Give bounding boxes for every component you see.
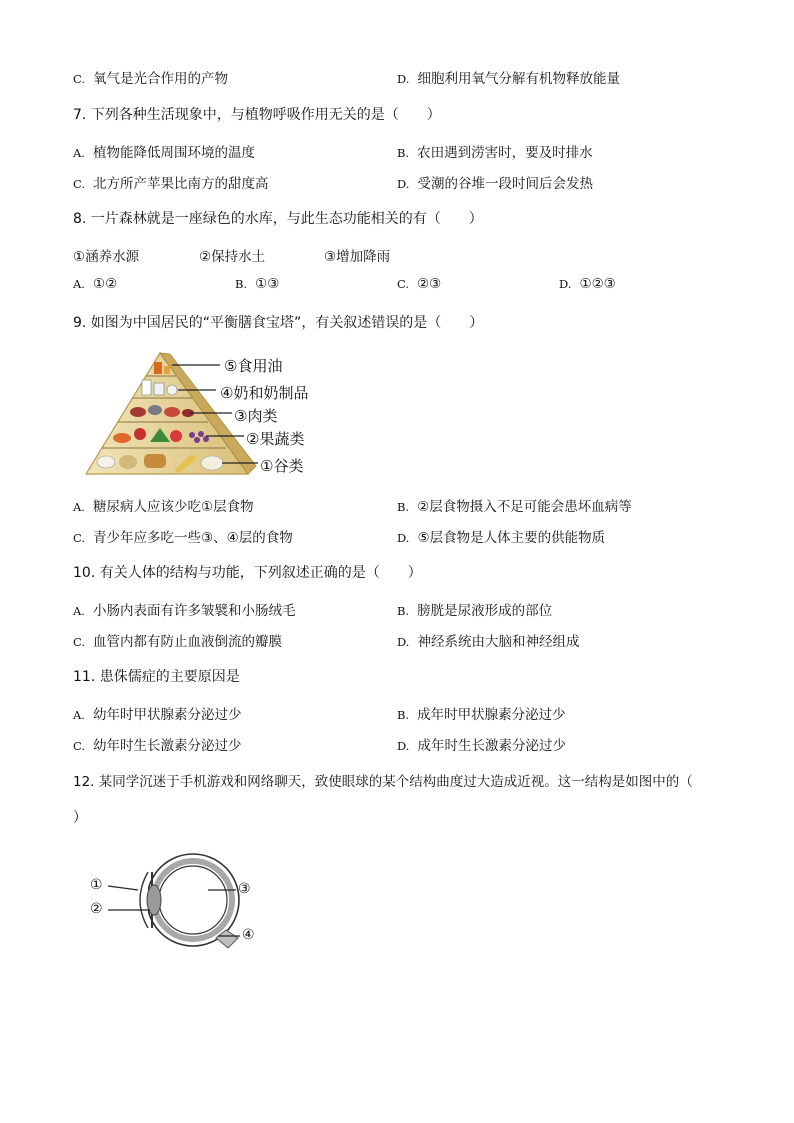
q12-stem-end: ） (73, 810, 87, 826)
q11-option-a: A. 幼年时甲状腺素分泌过少 (73, 707, 242, 723)
eye-label-2: ② (90, 901, 103, 917)
q8-option-b: B. ①③ (235, 276, 280, 292)
q6-option-c: C. 氧气是光合作用的产物 (73, 71, 229, 87)
pyramid-label-dairy: ④奶和奶制品 (220, 384, 309, 402)
eyeball-figure (88, 850, 268, 950)
q8-option-d: D. ①②③ (559, 276, 616, 292)
eyeball-illustration (88, 850, 268, 950)
q6-option-d: D. 细胞利用氧气分解有机物释放能量 (397, 71, 620, 87)
q9-stem: 9. 如图为中国居民的“平衡膳食宝塔”，有关叙述错误的是（ ） (73, 315, 484, 331)
q7-option-c: C. 北方所产苹果比南方的甜度高 (73, 176, 269, 192)
food-pyramid-figure (80, 350, 340, 480)
q9-option-d: D. ⑤层食物是人体主要的供能物质 (397, 530, 606, 546)
q8-option-c: C. ②③ (397, 276, 442, 292)
pyramid-label-oil: ⑤食用油 (224, 357, 283, 375)
eye-label-4: ④ (242, 927, 255, 943)
eye-label-3: ③ (238, 881, 251, 897)
q11-option-c: C. 幼年时生长激素分泌过少 (73, 738, 242, 754)
q7-stem: 7. 下列各种生活现象中，与植物呼吸作用无关的是（ ） (73, 107, 441, 123)
q11-option-d: D. 成年时生长激素分泌过少 (397, 738, 566, 754)
q7-option-d: D. 受潮的谷堆一段时间后会发热 (397, 176, 593, 192)
q9-option-a: A. 糖尿病人应该少吃①层食物 (73, 499, 254, 515)
q7-option-b: B. 农田遇到涝害时，要及时排水 (397, 145, 593, 161)
q11-option-b: B. 成年时甲状腺素分泌过少 (397, 707, 566, 723)
q10-stem: 10. 有关人体的结构与功能，下列叙述正确的是（ ） (73, 565, 422, 581)
q10-option-c: C. 血管内都有防止血液倒流的瓣膜 (73, 634, 283, 650)
q10-option-b: B. 膀胱是尿液形成的部位 (397, 603, 553, 619)
q9-option-c: C. 青少年应多吃一些③、④层的食物 (73, 530, 293, 546)
pyramid-label-fruit-veg: ②果蔬类 (246, 430, 305, 448)
q10-option-d: D. 神经系统由大脑和神经组成 (397, 634, 580, 650)
q12-stem: 12. 某同学沉迷于手机游戏和网络聊天，致使眼球的某个结构曲度过大造成近视。这一结构是如图中的（ (73, 774, 693, 790)
q7-option-a: A. 植物能降低周围环境的温度 (73, 145, 255, 161)
q8-stem: 8. 一片森林就是一座绿色的水库，与此生态功能相关的有（ ） (73, 211, 483, 227)
q8-item-3: ③增加降雨 (324, 249, 391, 265)
q10-option-a: A. 小肠内表面有许多皱襞和小肠绒毛 (73, 603, 296, 619)
q11-stem: 11. 患侏儒症的主要原因是 (73, 669, 240, 685)
q8-option-a: A. ①② (73, 276, 118, 292)
eye-label-1: ① (90, 877, 103, 893)
pyramid-label-grains: ①谷类 (260, 457, 304, 475)
q8-item-2: ②保持水土 (199, 249, 266, 265)
pyramid-label-meat: ③肉类 (234, 407, 278, 425)
q8-item-1: ①涵养水源 (73, 249, 140, 265)
q9-option-b: B. ②层食物摄入不足可能会患坏血病等 (397, 499, 632, 515)
